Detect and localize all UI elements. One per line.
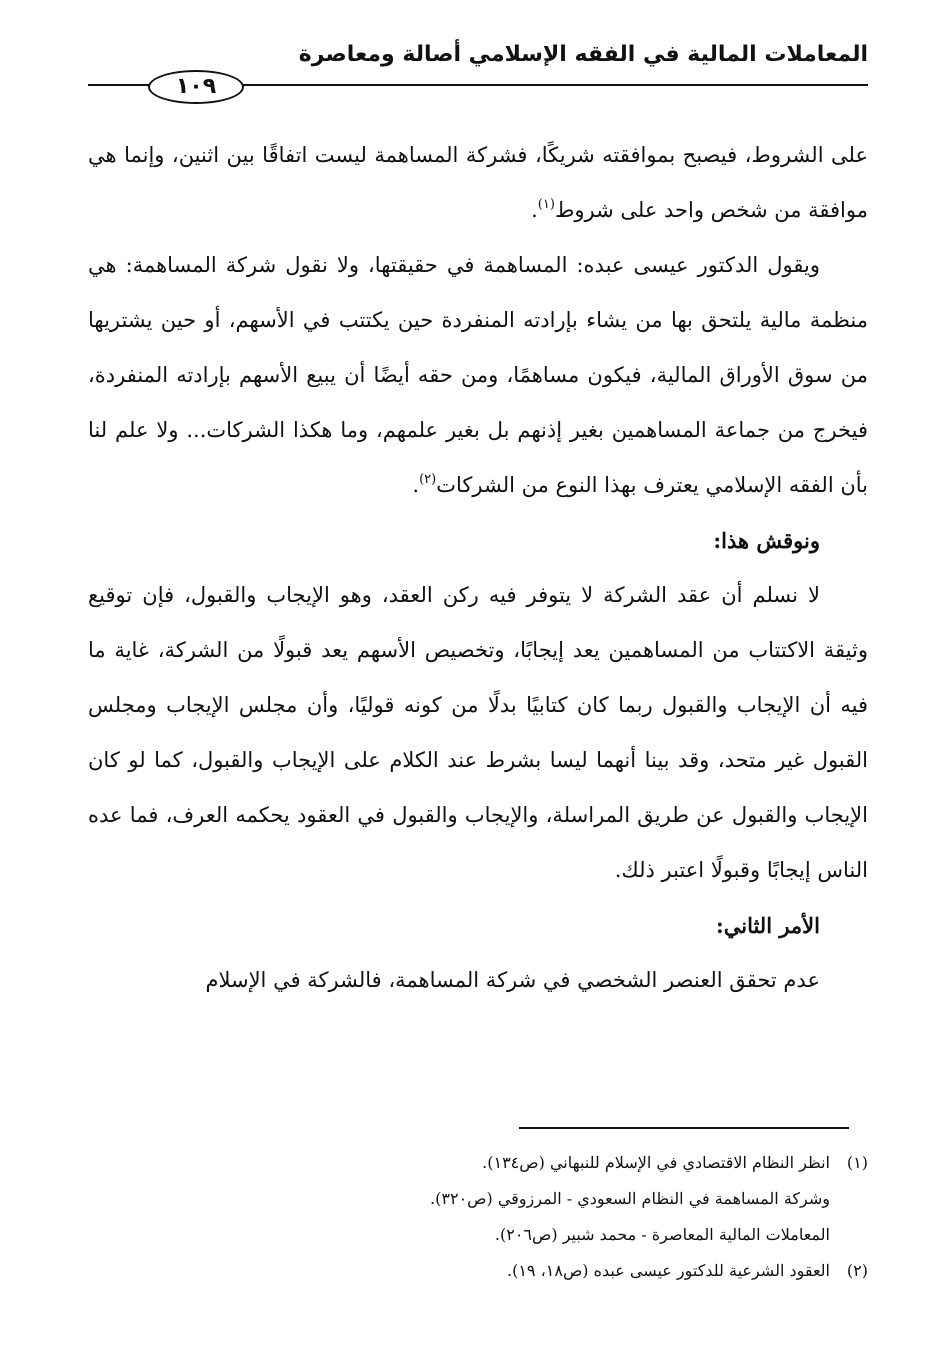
footnote-1 bbox=[88, 1145, 868, 1181]
page-number: ١٠٩ bbox=[148, 70, 244, 104]
footnote-2 bbox=[88, 1253, 868, 1289]
paragraph-quote bbox=[88, 238, 868, 513]
footnote-text: العقود الشرعية للدكتور عيسى عبده (ص١٨، ١٩). bbox=[506, 1261, 830, 1280]
running-header bbox=[88, 40, 868, 99]
paragraph-text: على الشروط، فيصبح بموافقته شريكًا، فشركة المساهمة ليست اتفاقًا بين اثنين، وإنما هي موافقة من شخص واحد على شروط bbox=[88, 143, 868, 222]
main-text bbox=[88, 128, 868, 1008]
footnote-number: (٢) bbox=[846, 1261, 868, 1280]
paragraph-text: ويقول الدكتور عيسى عبده: المساهمة في حقيقتها، ولا نقول شركة المساهمة: هي منظمة مالية يلتحق بها من يشاء بإرادته المنفردة حين يكتتب في الأسهم، أو حين يشتريها من سوق الأوراق المالية، فيكون مساهمًا، ومن حقه أيضًا أن يبيع الأسهم بإرادته المنفردة، فيخرج من جماعة المساهمين بغير إذنهم بل بغير علمهم، وما هكذا الشركات... ولا علم لنا بأن الفقه الإسلامي يعترف بهذا النوع من الشركات bbox=[88, 253, 868, 497]
paragraph-continuation bbox=[88, 128, 868, 238]
footnote-separator bbox=[519, 1127, 849, 1129]
footnote-ref: (١) bbox=[537, 197, 555, 212]
footnote-text: انظر النظام الاقتصادي في الإسلام للنبهاني (ص١٣٤). bbox=[482, 1153, 830, 1172]
paragraph-rebuttal: لا نسلم أن عقد الشركة لا يتوفر فيه ركن العقد، وهو الإيجاب والقبول، فإن توقيع وثيقة الاكتتاب من المساهمين يعد إيجابًا، وتخصيص الأسهم يعد قبولًا من الشركة، غاية ما فيه أن الإيجاب والقبول ربما كان كتابيًا بدلًا من كونه قوليًا، وأن مجلس الإيجاب ومجلس القبول غير متحد، وقد بينا أنهما ليسا بشرط عند الكلام على الإيجاب والقبول، كما لو كان الإيجاب والقبول عن طريق المراسلة، والإيجاب والقبول في العقود يحكمه العرف، فما عده الناس إيجابًا وقبولًا اعتبر ذلك. bbox=[88, 583, 868, 882]
paragraph-end: . bbox=[531, 198, 538, 222]
footnote-number: (١) bbox=[846, 1153, 868, 1172]
paragraph-second-matter: عدم تحقق العنصر الشخصي في شركة المساهمة، فالشركة في الإسلام bbox=[205, 968, 820, 992]
paragraph-end: . bbox=[412, 473, 420, 497]
footnote-ref: (٢) bbox=[419, 472, 437, 487]
subheading-discussion: ونوقش هذا: bbox=[713, 528, 820, 553]
book-title: المعاملات المالية في الفقه الإسلامي أصالة ومعاصرة bbox=[298, 42, 868, 67]
footnote-1-line-2: وشركة المساهمة في النظام السعودي - المرزوقي (ص٣٢٠). bbox=[430, 1189, 830, 1208]
footnote-1-line-3: المعاملات المالية المعاصرة - محمد شبير (ص٢٠٦). bbox=[494, 1225, 830, 1244]
subheading-second-matter: الأمر الثاني: bbox=[715, 913, 820, 938]
footnotes bbox=[88, 1145, 868, 1289]
